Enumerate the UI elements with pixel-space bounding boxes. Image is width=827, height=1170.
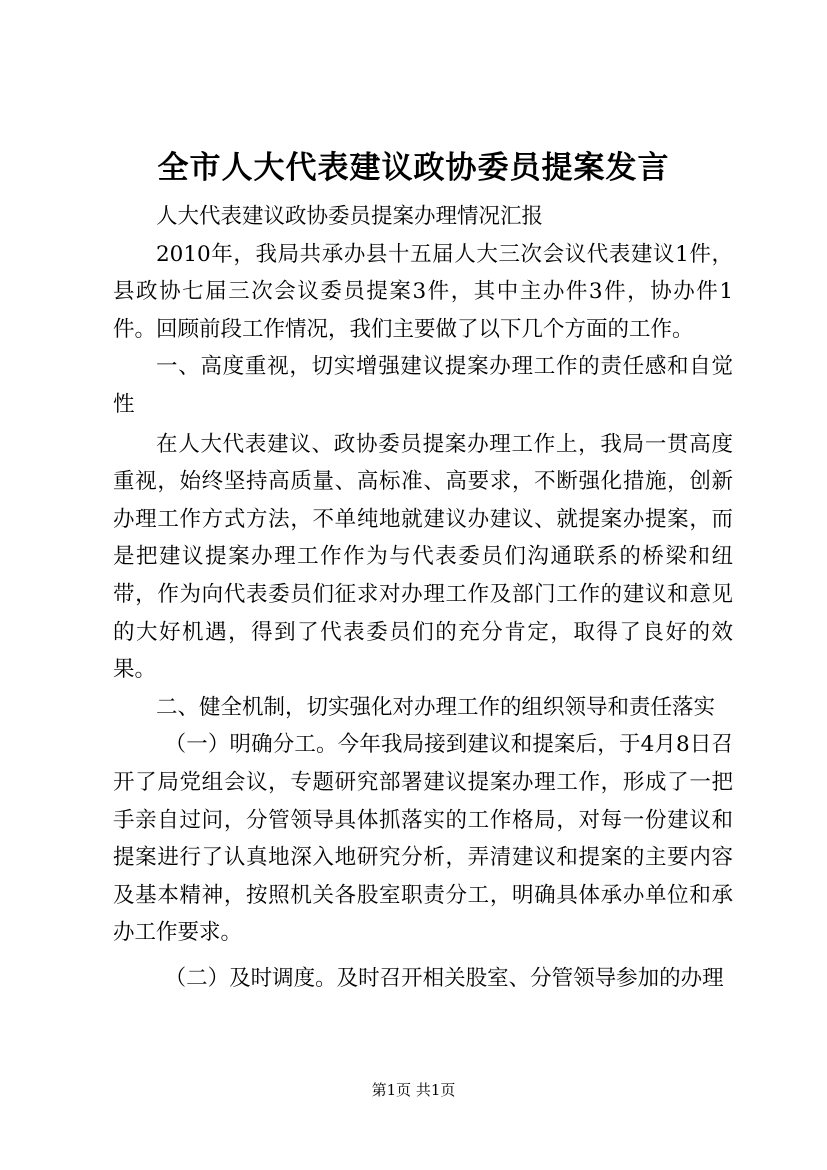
subtitle-paragraph: 人大代表建议政协委员提案办理情况汇报: [156, 204, 544, 229]
document-title: 全市人大代表建议政协委员提案发言: [157, 150, 670, 186]
section-heading: 二、健全机制，切实强化对办理工作的组织领导和责任落实: [156, 694, 716, 720]
section-heading: 一、高度重视，切实增强建议提案办理工作的责任感和自觉性: [113, 354, 733, 417]
body-paragraph: （一）明确分工。今年我局接到建议和提案后，于4月8日召开了局党组会议，专题研究部署建议提案办理工作，形成了一把手亲自过问，分管领导具体抓落实的工作格局，对每一份建议和提案进行了认真地深入地研究分析，弄清建议和提案的主要内容及基本精神，按照机关各股室职责分工，明确具体承办单位和承办工作要求。: [113, 732, 733, 946]
page-number-footer: 第1页 共1页: [371, 1081, 456, 1099]
body-paragraph: 2010年，我局共承办县十五届人大三次会议代表建议1件，县政协七届三次会议委员提案3件，其中主办件3件，协办件1件。回顾前段工作情况，我们主要做了以下几个方面的工作。: [113, 241, 733, 342]
document-body: [113, 198, 733, 997]
body-paragraph: 在人大代表建议、政协委员提案办理工作上，我局一贯高度重视，始终坚持高质量、高标准、高要求，不断强化措施，创新办理工作方式方法，不单纯地就建议办建议、就提案办提案，而是把建议提案办理工作作为与代表委员们沟通联系的桥梁和纽带，作为向代表委员们征求对办理工作及部门工作的建议和意见的大好机遇，得到了代表委员们的充分肯定，取得了良好的效果。: [113, 431, 733, 683]
body-paragraph: （二）及时调度。及时召开相关股室、分管领导参加的办理: [164, 965, 724, 991]
